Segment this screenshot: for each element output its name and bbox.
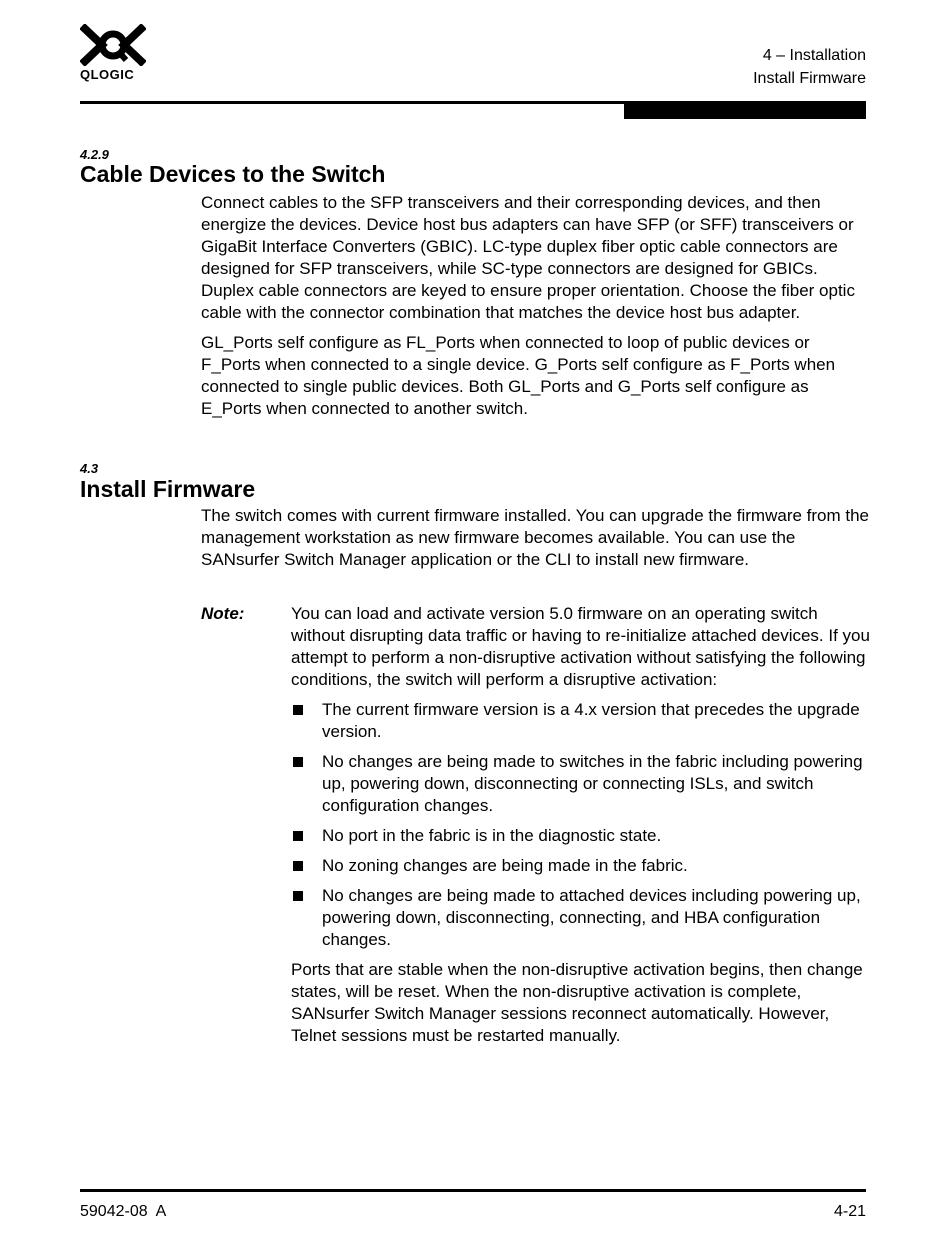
square-bullet-icon <box>293 831 303 841</box>
logo-wordmark: QLOGIC <box>80 67 135 82</box>
list-item <box>291 825 871 847</box>
footer-rule <box>80 1189 866 1192</box>
section-number: 4.2.9 <box>80 147 109 162</box>
list-item <box>291 885 871 951</box>
square-bullet-icon <box>293 891 303 901</box>
list-item-text: The current firmware version is a 4.x version that precedes the upgrade version. <box>322 700 860 741</box>
note-body <box>291 603 871 1047</box>
page-number: 4-21 <box>833 1203 866 1220</box>
qlogic-logo <box>80 24 152 82</box>
list-item-text: No port in the fabric is in the diagnostic state. <box>322 826 662 845</box>
paragraph: GL_Ports self configure as FL_Ports when connected to loop of public devices or F_Ports when connected to a single device. G_Ports self configure as F_Ports when connected to single public devices. Both GL_Ports and G_Ports self configure as E_Ports when connected to another switch. <box>201 333 836 418</box>
document-number: 59042-08 A <box>80 1203 167 1220</box>
list-item-text: No zoning changes are being made in the fabric. <box>322 856 688 875</box>
list-item-text: No changes are being made to switches in the fabric including powering up, powering down, disconnecting or connecting ISLs, and switch configuration changes. <box>322 752 863 815</box>
paragraph: Connect cables to the SFP transceivers and their corresponding devices, and then energize the devices. Device host bus adapters can have SFP (or SFF) transceivers or GigaBit Interface Converters (GBIC). LC-type duplex fiber optic cable connectors are designed for SFP transceivers, while SC-type connectors are designed for GBICs. Duplex cable connectors are keyed to ensure proper orientation. Choose the fiber optic cable with the connector combination that matches the device host bus adapter. <box>201 193 855 322</box>
square-bullet-icon <box>293 705 303 715</box>
note-label: Note: <box>201 604 245 623</box>
note-closing: Ports that are stable when the non-disruptive activation begins, then change states, will be reset. When the non-disruptive activation is complete, SANsurfer Switch Manager sessions reconnect automatically. However, Telnet sessions must be restarted manually. <box>291 960 863 1045</box>
list-item-text: No changes are being made to attached devices including powering up, powering down, disconnecting, connecting, and HBA configuration changes. <box>322 886 861 949</box>
list-item <box>291 855 871 877</box>
paragraph: The switch comes with current firmware installed. You can upgrade the firmware from the management workstation as new firmware becomes available. You can use the SANsurfer Switch Manager application or the CLI to install new firmware. <box>201 506 870 569</box>
note-intro: You can load and activate version 5.0 firmware on an operating switch without disrupting data traffic or having to re-initialize attached devices. If you attempt to perform a non-disruptive activation without satisfying the following conditions, the switch will perform a disruptive activation: <box>291 604 870 689</box>
qlogic-emblem-icon <box>80 24 146 66</box>
square-bullet-icon <box>293 861 303 871</box>
section-number: 4.3 <box>80 461 99 476</box>
square-bullet-icon <box>293 757 303 767</box>
section-title: Install Firmware <box>80 476 256 502</box>
header-chapter: 4 – Installation <box>762 47 866 64</box>
header-section: Install Firmware <box>753 70 866 87</box>
running-header <box>753 44 866 90</box>
section-body <box>201 505 869 571</box>
header-bar <box>624 101 866 119</box>
list-item <box>291 751 871 817</box>
section-body <box>201 192 869 420</box>
note-bullet-list <box>291 699 871 951</box>
list-item <box>291 699 871 743</box>
section-title: Cable Devices to the Switch <box>80 161 386 187</box>
